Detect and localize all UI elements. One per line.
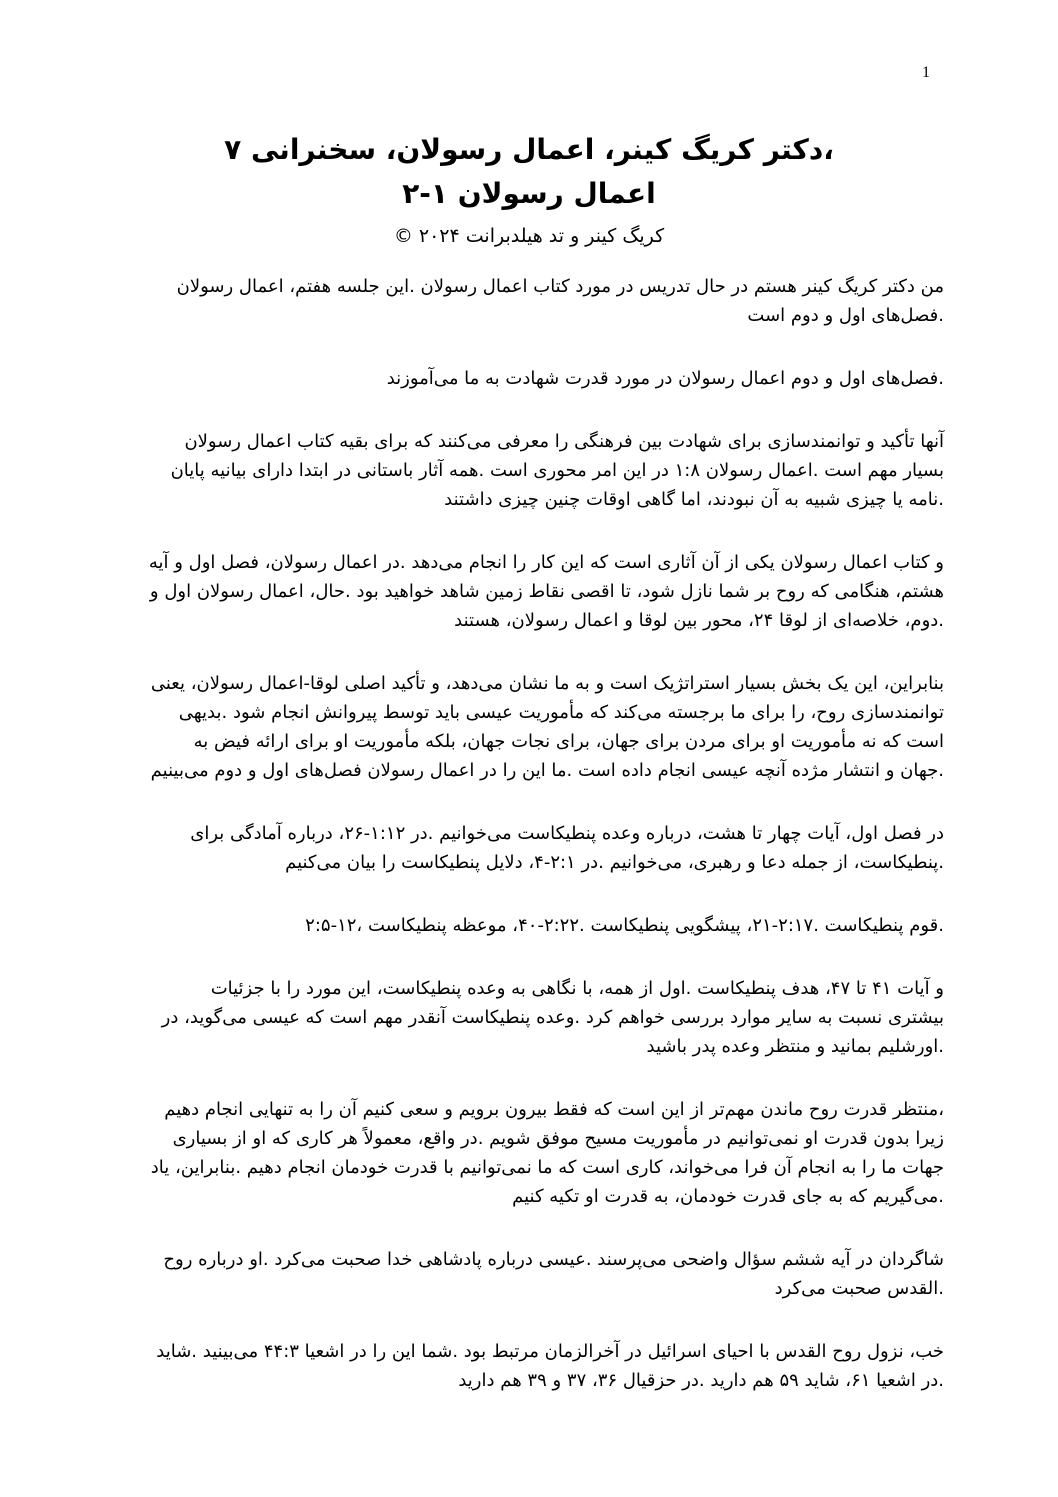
paragraph-line: .اورشلیم بمانید و منتظر وعده پدر باشید <box>646 1036 944 1057</box>
paragraph <box>118 1245 944 1303</box>
paragraph-line: در فصل اول، آیات چهار تا هشت، درباره وعده پنطیکاست می‌خوانیم .در ۱:۱۲-۲۶، درباره آمادگی برای <box>190 823 944 844</box>
paragraph-line: ،منتظر قدرت روح ماندن مهم‌تر از این است که فقط بیرون برویم و سعی کنیم آن را به تنهایی انجام دهیم <box>164 1099 944 1120</box>
paragraph-line: شاگردان در آیه ششم سؤال واضحی می‌پرسند .عیسی درباره پادشاهی خدا صحبت می‌کرد .او درباره روح <box>163 1249 944 1270</box>
paragraph-line: است که نه مأموریت او برای مردن برای جهان، برای نجات جهان، بلکه مأموریت او برای ارائه فیض به <box>193 731 944 752</box>
paragraph-line: و کتاب اعمال رسولان یکی از آن آثاری است که این کار را انجام می‌دهد .در اعمال رسولان، فصل اول و آیه <box>148 552 944 573</box>
paragraph <box>118 911 944 940</box>
paragraph-line: زیرا بدون قدرت او نمی‌توانیم در مأموریت مسیح موفق شویم .در واقع، معمولاً هر کاری که او از بسیاری <box>172 1128 944 1149</box>
paragraph-line: .در اشعیا ۶۱، شاید ۵۹ هم دارید .در حزقیال ۳۶، ۳۷ و ۳۹ هم دارید <box>458 1370 944 1391</box>
paragraph-line: جهات ما را به انجام آن فرا می‌خواند، کاری است که ما نمی‌توانیم با قدرت خودمان انجام دهیم .بنابراین، یاد <box>150 1157 944 1178</box>
paragraph <box>118 364 944 393</box>
paragraph-line: و آیات ۴۱ تا ۴۷، هدف پنطیکاست .اول از همه، با نگاهی به وعده پنطیکاست، این مورد را با جزئیات <box>210 978 944 999</box>
document-body <box>118 272 944 1429</box>
paragraph-line: آنها تأکید و توانمندسازی برای شهادت بین فرهنگی را معرفی می‌کنند که برای بقیه کتاب اعمال رسولان <box>184 431 944 452</box>
paragraph <box>118 272 944 330</box>
paragraph <box>118 669 944 785</box>
paragraph-line: .پنطیکاست، از جمله دعا و رهبری، می‌خوانیم .در ۲:۱-۴، دلایل پنطیکاست را بیان می‌کنیم <box>285 852 944 873</box>
paragraph <box>118 819 944 877</box>
paragraph-line: .القدس صحبت می‌کرد <box>774 1278 944 1299</box>
paragraph-line: هشتم، هنگامی که روح بر شما نازل شود، تا اقصی نقاط زمین شاهد خواهید بود .حال، اعمال رسولان اول و <box>149 581 944 602</box>
paragraph <box>118 1337 944 1395</box>
document-header <box>120 128 938 252</box>
title-line-1: ،دکتر کریگ کینر، اعمال رسولان، سخنرانی ۷ <box>224 133 834 166</box>
paragraph <box>118 548 944 635</box>
paragraph-line: .نامه یا چیزی شبیه به آن نبودند، اما گاهی اوقات چنین چیزی داشتند <box>444 489 944 510</box>
paragraph <box>118 427 944 514</box>
paragraph-line: .دوم، خلاصه‌ای از لوقا ۲۴، محور بین لوقا و اعمال رسولان، هستند <box>454 610 944 631</box>
paragraph-line: .قوم پنطیکاست .۲:۱۷-۲۱، پیشگویی پنطیکاست .۲:۲۲-۴۰، موعظه پنطیکاست ،۱۲-۲:۵ <box>305 915 944 936</box>
paragraph-line: توانمندسازی روح، را برای ما برجسته می‌کند که مأموریت عیسی باید توسط پیروانش انجام شود .بدیهی <box>178 702 944 723</box>
paragraph <box>118 974 944 1061</box>
paragraph-line: .فصل‌های اول و دوم است <box>747 305 944 326</box>
paragraph-line: .فصل‌های اول و دوم اعمال رسولان در مورد قدرت شهادت به ما می‌آموزند <box>386 368 944 389</box>
paragraph <box>118 1095 944 1211</box>
title-line-2: اعمال رسولان ۱-۲ <box>402 177 656 210</box>
paragraph-line: من دکتر کریگ کینر هستم در حال تدریس در مورد کتاب اعمال رسولان .این جلسه هفتم، اعمال رسولان <box>176 276 944 297</box>
paragraph-line: .جهان و انتشار مژده آنچه عیسی انجام داده است .ما این را در اعمال رسولان فصل‌های اول و دوم می‌بینیم <box>150 760 944 781</box>
paragraph-line: بیشتری نسبت به سایر موارد بررسی خواهم کرد .وعده پنطیکاست آنقدر مهم است که عیسی می‌گوید، در <box>161 1007 944 1028</box>
paragraph-line: .می‌گیریم که به جای قدرت خودمان، به قدرت او تکیه کنیم <box>512 1186 944 1207</box>
paragraph-line: خب، نزول روح القدس با احیای اسرائیل در آخرالزمان مرتبط بود .شما این را در اشعیا ۴۴:۳ می‌بینید .شاید <box>156 1341 944 1362</box>
paragraph-line: بسیار مهم است .اعمال رسولان ۱:۸ در این امر محوری است .همه آثار باستانی در ابتدا دارای بیانیه پایان <box>170 460 944 481</box>
page-number: 1 <box>922 64 930 81</box>
paragraph-line: بنابراین، این یک بخش بسیار استراتژیک است و به ما نشان می‌دهد، و تأکید اصلی لوقا-اعمال رسولان، یعنی <box>150 673 944 694</box>
copyright-line: کریگ کینر و تد هیلدبرانت ۲۰۲۴ © <box>393 225 665 247</box>
